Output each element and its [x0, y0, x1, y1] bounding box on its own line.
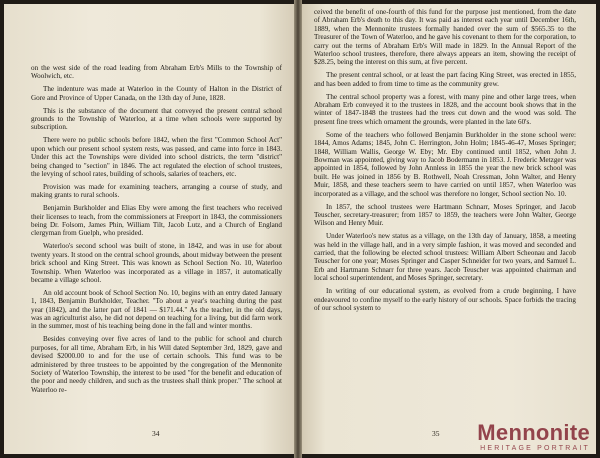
left-page	[4, 4, 294, 454]
paragraph: on the west side of the road leading from Abraham Erb's Mills to the Township of Woolwich, etc.	[31, 64, 282, 81]
book-gutter	[294, 0, 302, 458]
paragraph: This is the substance of the document that conveyed the present central school grounds to the Township of Waterloo, at a time when schools were supported by subscription.	[31, 106, 282, 132]
paragraph: Under Waterloo's new status as a village, on the 13th day of January, 1858, a meeting was held in the village hall, and in a very simple fashion, it was moved and seconded and carried, that the following be elected school trustees: William Albert Scheonau and Jacob Teuscher for one year; Moses Springer and Casper Schneider for two years, and Samuel L. Erb and Hartmann Schnarr for three years. Jacob Teuscher was appointed chairman and local school superintendent, and Moses Springer, secretary.	[314, 232, 576, 283]
right-page	[302, 4, 596, 454]
paragraph: The present central school, or at least the part facing King Street, was erected in 1855, and has been added to from time to time as the community grew.	[314, 71, 576, 88]
paragraph: An old account book of School Section No. 10, begins with an entry dated January 1, 1843, Benjamin Burkholder, Teacher. "To about a year's teaching during the past year (1842), and the latter part of 1841 — $171.44." As the teacher, in the old days, was an agriculturist also, he did not depend on teaching for a living, but did farm work in the summer, most of his teaching being done in the fall and winter months.	[31, 288, 282, 331]
paragraph: ceived the benefit of one-fourth of this fund for the purpose just mentioned, from the date of Abraham Erb's death to this day. It was paid as interest each year until December 16th, 1889, when the Mennonite trustees formally handed over the sum of $565.35 to the Treasurer of the Town of Waterloo, and he gave his covenant to them for the corporation, to carry out the terms of Abraham Erb's Will made in 1829. In the Annual Report of the Waterloo school trustees, therefore, there always appears an item, showing the receipt of $28.25, being the interest on this sum, at five percent.	[314, 8, 576, 67]
page-number-right: 35	[432, 429, 440, 438]
watermark-subtitle: HERITAGE PORTRAIT	[480, 445, 590, 452]
right-page-text	[314, 8, 576, 312]
paragraph: Waterloo's second school was built of stone, in 1842, and was in use for about twenty years. It stood on the central school grounds, about midway between the present brick school and King Street. This was known as School Section No. 10, Waterloo Township. When Waterloo was incorporated as a village in 1857, it automatically became a village school.	[31, 242, 282, 284]
left-page-text	[31, 64, 282, 394]
watermark-logo	[477, 422, 590, 452]
page-number-left: 34	[152, 429, 160, 438]
paragraph: The indenture was made at Waterloo in the County of Halton in the District of Gore and Province of Upper Canada, on the 13th day of June, 1828.	[31, 85, 282, 102]
paragraph: Besides conveying over five acres of land to the public for school and church purposes, for all time, Abraham Erb, in his Will dated September 3rd, 1829, gave and devised $2000.00 to and for the use of certain schools. This fund was to be administered by three trustees to be appointed by the congregation of the Mennonite Society of Waterloo Township, the interest to be used "for the benefit and education of the poor and needy children, and such as the trustees shall think proper." The school at Waterloo re-	[31, 335, 282, 394]
paragraph: Benjamin Burkholder and Elias Eby were among the first teachers who received their licenses to teach, from the commissioners at Freeport in 1843, the commissioners being Dr. Folsom, James Phin, William Tilt, Jacob Lutz, and a Church of England clergyman from Guelph, who presided.	[31, 204, 282, 238]
paragraph: In 1857, the school trustees were Hartmann Schnarr, Moses Springer, and Jacob Teuscher, secretary-treasurer; from 1857 to 1859, the teachers were John Walter, George Wilson and Henry Muir.	[314, 202, 576, 228]
paragraph: In writing of our educational system, as evolved from a crude beginning, I have endeavoured to confine myself to the early history of our schools. Space forbids the tracing of our school system to	[314, 287, 576, 312]
paragraph: The central school property was a forest, with many pine and other large trees, when Abraham Erb conveyed it to the trustees in 1828, and the account book shows that in the winter of 1847-1848 the trustees had the trees cut down and the wood was sold. The present fine trees which ornament the grounds, were planted in the late 60's.	[314, 92, 576, 126]
watermark-name: Mennonite	[477, 420, 590, 445]
paragraph: Some of the teachers who followed Benjamin Burkholder in the stone school were: 1844, Amos Adams; 1845, John C. Herrington, John Holm; 1845-46-47, Moses Springer; 1848, William Wallis, George W. Eby; Mr. Eby continued until 1852, when John J. Bowman was appointed, giving way to Jacob Bodermann in 1853. J. Frederic Metzger was appointed in 1854, followed by John Annless in 1855 the year the new brick school was built. He was joined in 1856 by B. Rothwell, Noah Cressman, John Walter, and Henry Muir, 1858, and these teachers seem to have carried on until 1857, when Waterloo was incorporated as a village, and the school was therefore no longer, School section No. 10.	[314, 130, 576, 198]
paragraph: Provision was made for examining teachers, arranging a course of study, and making grants to rural schools.	[31, 182, 282, 200]
paragraph: There were no public schools before 1842, when the first "Common School Act" upon which our present school system rests, was passed, and came into force in 1843. Under this act the Townships were divided into school districts, the term "district" being changed to "section" in 1846. The act regulated the election of school trustees, the levying of school rates, building of schools, salaries of teachers, etc.	[31, 136, 282, 178]
